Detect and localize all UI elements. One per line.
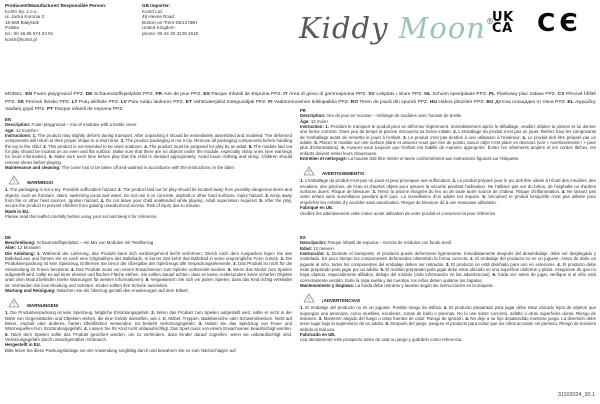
de-warning-title: WARNUNGEN!: [27, 303, 59, 309]
gb-importer-line: Kontri Ltd.: [142, 8, 163, 14]
ce-mark: CЄ: [537, 8, 582, 37]
logo-word-moon: Moon: [398, 11, 486, 45]
section-code-es: ES: [300, 234, 306, 240]
warning-triangle-icon: [8, 175, 20, 185]
de-made-in-line: Hergestellt in EU.: [5, 342, 41, 348]
ukca-mark-top: UK: [492, 10, 514, 25]
gb-importer-line: Burton-on-Trent DE13 0BH: [142, 19, 198, 25]
es-read-leaflet-line: Lea atentamente este prospecto antes de usar su juego y guárdelo como referencia.: [300, 337, 463, 343]
gb-importer-line: phone: 00 44 20 3129 1615: [142, 30, 199, 36]
de-warnings-paragraph: 1. Die Produktverpackung ist kein Spielzeug. Mögliche Erstickungsgefahr. 2. Wenn das Produkt zum Spielen aufgestellt wird, sollte er nicht in der Nähe von Gegenständen und Objekten stehen, die eine Gefahr darstellen, wie z. B. Möbel, Treppen, Badebereiche oder Schwimmbecken. Nicht auf Beton, Asphalt oder anderes, harten Oberflächen verwenden. Es besteht Verletzungsgefahr. 3. Halten Sie das Spielzeug von Feuer und Wärmequellen fern. Entzündungsgefahr. 4. Lassen Sie Ihr Kind nicht unbeaufsichtigt. Das Spiel muss von einem Erwachsenen beaufsichtigt werden. 5. Nach dem Spielen sollte das Produkt gesichert werden, um zu verhindern, dass Kinder darauf zugreifen, wenn sie unbeaufsichtigt sind. Verletzungsgefahr durch unsachgemäßen Gebrauch.: [5, 310, 292, 342]
en-warnings-paragraph: 1. The packaging is not a toy. Possible suffocation hazard. 2. The product laid out for play should be located away from possibly dangerous items and objects, such as furniture, stairs, swimming pools and water. Do not use it on concrete, asphalt or other hard surfaces. Injury hazard. 3. Keep away from fire or other heat sources. Ignition hazard. 4. Do not leave your child unattended while playing. Adult supervision required. 5. After the play, secure the product to prevent children from gaining unauthorized access. Risk of injury due to misuse.: [5, 187, 292, 209]
es-instructions-paragraph: Instrucción: 1. Durante el transporte, el producto puede deformarse ligeramente. Inmediatamente después del desembalaje, debe ser desplegado y modelado. En poco tiempo los componentes deformados obtendrán la forma correcta. 2. El embalaje del producto no es un juguete. Antes de darle un juguete al niño, todos los componentes del embalaje deben ser retirados. 3. El producto no está diseñado para uso en exteriores. 4. El producto debe estar preparado para jugar por un adulto. 5. El módulo preparado para jugar debe estar ubicado en una superficie uniforme y plana. Asegúrese de que no haya objetos, especialmente afilados, debajo del módulo (más información en las advertencias). 6. Cada vez antes de jugar, verifique si el niño está correctamente vestido. Evite la ropa suelta y las cuerdas, los niños deben quitarse los zapatos.: [300, 250, 597, 283]
fr-maintenance-line: Entretien et nettoyage: La housse doit être retirée et lavée conformément aux instructions figurant sur l'étiquette.: [300, 156, 520, 162]
manufacturer-block: [5, 3, 137, 42]
manufacturer-line: 15-569 Białystok: [5, 19, 39, 25]
en-read-leaflet-line: Please read this leaflet carefully before using your set and keep it for reference.: [5, 214, 158, 220]
section-de: [5, 235, 292, 354]
gb-importer-line: United Kingdom: [142, 25, 175, 31]
fr-description-line: Description: Aire de jeux en mousse – mélange de modules avec housse de textile.: [300, 113, 463, 119]
es-warning-title: ¡ADVERTENCIAS!: [322, 298, 361, 304]
section-code-fr: FR: [300, 108, 306, 113]
gb-importer-line: 49 Hevea Road: [142, 14, 174, 20]
fr-warnings-paragraph: 1. L'emballage du produit n'est pas un jouet et peut provoquer une suffocation. 2. Le produit préparé pour le jeu doit être située à l'écart des meubles, des escaliers, des piscines, de l'eau et d'autres objets pour assurer la sécurité pendant l'utilisation. Ne l'utilisez pas sur du béton, de l'asphalte ou d'autres surfaces dures. Risque de blessure. 3. Tenez la piscine éloignée du feu ou de toute autre source de chaleur. Risque d'inflammation. 4. Ne laissez pas votre enfant sans surveillance pendant qu'il joue. La surveillance d'un adulte est requise. 5. Sécurisez le produit lorsqu'elle n'est pas utilisée pour empêcher les enfants d'y accéder sans autorisation. Risque de blessure dû à une mauvaise utilisation.: [300, 178, 596, 205]
gb-importer-block: [142, 3, 262, 37]
es-maintenance-line: Mantenimiento y limpieza: La funda debe retirarse y lavarse según las instrucciones en la etiqueta.: [300, 282, 494, 288]
en-instructions-paragraph: Instructions: 1. The product may slightly deform during transport. After unpacking it should be immediately assembled and modeled. The deformed components will return to their proper shape in a short time. 2. The product packaging is not a toy. Remove all packaging components before handing the toy to the child. 3. This product is not intended to be used outdoors. 4. The product must be prepared for play by an adult. 5. The module laid out for play should be located on an even and flat surface. Make sure that there are no objects under the module, especially sharp ones (see warnings for more information). 6. Make sure each time before play that the child is dressed appropriately. Avoid loose clothing and string. Children should remove shoes before playing.: [5, 133, 293, 165]
ukca-mark-bottom: CA: [492, 21, 513, 36]
section-fr: [300, 108, 596, 216]
model-languages-line: MODEL: EN Foam playground PPZ. DE Schaumstoffspielplatz PPZ. FR Aire de jeux PPZ. ES Parque Infantil de Espuma PPZ. IT Area di gioco di gommapiuma PPZ. SV Lekplats i skum PPZ. NL Schuim speelplaats PPZ. PL Piankowy plac zabaw PPZ. CS Pěnové hřiště PPZ. SK Penové ihrisko PPZ. LT Putų aikštelė PPZ. LV Putu rotaļu laukums PPZ. ET Vahtmaterjalist mänguväljak PPZ. FI Vaahtomuovinen leikkipaikka PPZ. RO Teren de joacă din spumă PPZ. HU Habos játszótér PPZ. BG Детска площадка от пяна PPZ. EL Αφρώδης παιδική χαρά PPZ. PT Parque infantil de espuma PPZ.: [5, 91, 596, 113]
de-maintenance-line: Wartung und Reinigung: Waschen Sie der Überzug gemäß den Anweisungen auf dem Etikett.: [5, 287, 189, 293]
left-text-column: [5, 117, 292, 353]
en-warning-title: WARNINGS!: [27, 180, 54, 186]
fr-read-leaflet-line: Veuillez lire attentivement cette notice avant utilisation de votre produit et conservez-la pour référence.: [300, 210, 497, 216]
right-text-column: [300, 108, 596, 343]
manufacturer-line: tel.: 00 48 85 674 34 91: [5, 30, 54, 36]
fr-warning-title: AVERTISSEMENTS!: [322, 171, 365, 177]
section-en: [5, 117, 292, 220]
manufacturer-title: Producent/Manufacturer/ Responsible Person:: [5, 3, 107, 8]
logo-word-kiddy: Kiddy: [299, 11, 389, 45]
de-warning-header: [8, 298, 292, 308]
fr-warning-header: [303, 166, 596, 176]
es-warning-header: [303, 293, 596, 303]
en-age-line: Age: 12 months+: [5, 127, 39, 133]
de-description-line: Beschreibung: Schaumstoffspielplatz – ein Mix von Modulen mit Textilbezug: [5, 239, 154, 245]
de-age-line: Alter: 12 Monaten: [5, 245, 41, 251]
de-read-leaflet-line: Bitte lesen Sie diese Packungsbeilage vor der Anwendung sorgfältig durch und bewahren Sie es zum Nachschlagen auf.: [5, 347, 237, 353]
ukca-mark: [492, 12, 514, 34]
gb-importer-title: GB importer:: [142, 3, 171, 8]
fr-age-line: Âge: 12 mois+: [300, 118, 329, 124]
manufacturer-line: kontri@kontri.pl: [5, 36, 37, 42]
es-warnings-paragraph: 1. El embalaje del producto no es un juguete. Posible riesgo de asfixia. 2. El producto preparado para jugar debe estar ubicado lejos de objetos que supongan una amenaza, como muebles, escaleras, zonas de baño o piscinas. No lo use sobre concreto, asfalto u otras superficies duras. Riesgo de lesiones. 3. Mantener alejado del fuego u otras fuentes de calor. Riesgo de ignición. 4. No deje a su hijo desatendido mientras juega. La diversión debe tener lugar bajo la supervisión de un adulto. 5. Después del juego, asegure el producto para evitar que los niños accedan sin permiso. Riesgo de lesiones debido al mal uso.: [300, 305, 596, 332]
warning-triangle-icon: [8, 298, 20, 308]
en-description-line: Description: Foam playground – mix of modules with a textile cover.: [5, 122, 138, 128]
en-warning-header: [8, 175, 292, 185]
es-description-line: Descripción: Parque infantil de espuma – mezcla de módulos con funda textil.: [300, 240, 452, 246]
fr-instructions-paragraph: Instruction: 1. Pendant le transport le produit peut se déformer légèrement. Immédiatement après le déballage, veuillez déplier la piscine et lui donner une forme correcte. Dans peu de temps la piscine retrouvera sa forme initiale. 2. L'emballage du produit n'est pas un jouet. Retirez tous les composants de l'emballage avant de remettre le jouet à l'enfant. 3. Le produit n'est pas destiné à une utilisation à l'extérieur. 4. Le produit doit être préparé par un adulte. 5. Placez le module sur une surface plane et assurez-vous que rien de pointu, aucun objet n'est placé en dessous (voir « Avertissements ! » pour plus d'informations). 6. Assurez-vous toujours que l'enfant est habillé de manière appropriée. Évitez les vêtements amples et les cordes lâches, les enfants doivent retirer leurs chaussures.: [300, 124, 596, 156]
section-code-en: EN: [5, 117, 12, 122]
fr-made-in-line: Fabriqué en UE.: [300, 205, 334, 211]
de-instructions-paragraph: Die Anleitung: 1. Während der Lieferung, das Produkt kann sich vorübergehend leicht verformen. Gleich nach dem Auspacken legen Sie das Ballebad aus und formen Sie es nach eine Originalform des Ballebads. In kurzer Zeit kehrt das Ballebad in seine ursprüngliche Form zurück. 2. Die Produktverpackung ist kein Spielzeug. Entfernen Sie bevor der Übergabe des Spielzeugs alle Verpackungselemente. 3. Das Produkt ist nicht für die Verwendung im Freien bestimmt. 4. Das Produkt muss von einem Erwachsenen zum Spielen vorbereitet werden. 5. Wenn das Modul zum Spielen aufgestellt wird, sollte es auf einer ebenen und flachen Fläche stehen. Sie sollten darauf achten, dass es keine, insbesondere keine scharfen Objekte unter dem Modul befinden (siehe Warnungen für weitere Informationen). 6. Vergewissern Sie sich vor jedem Spielen, dass das Kind richtig verkleidet ist. Vermeiden Sie lose Kleidung und Schnüre. Kinder sollten ihre Schuhe ausziehen.: [5, 250, 292, 288]
es-age-line: Edad: 12 meses+: [300, 245, 335, 251]
manufacturer-line: Kontri Sp. z o.o.: [5, 8, 38, 14]
en-made-in-line: Made in EU.: [5, 208, 30, 214]
kiddymoon-logo: [299, 2, 494, 48]
manufacturer-line: ul. Jacka Kuronia 3: [5, 14, 45, 20]
section-es: [300, 235, 596, 343]
section-code-de: DE: [5, 234, 12, 240]
warning-triangle-icon: [303, 166, 315, 176]
es-made-in-line: Fabricado en UE.: [300, 332, 336, 337]
warning-triangle-icon: [303, 293, 315, 303]
revision-code: 31102024_30.1: [557, 392, 595, 398]
manufacturer-line: Polska: [5, 25, 19, 31]
registered-trademark-symbol: ®: [485, 17, 494, 26]
en-maintenance-line: Maintenance and cleaning: The cover has to be taken off and washed in accordance with the instructions on the label.: [5, 165, 235, 171]
